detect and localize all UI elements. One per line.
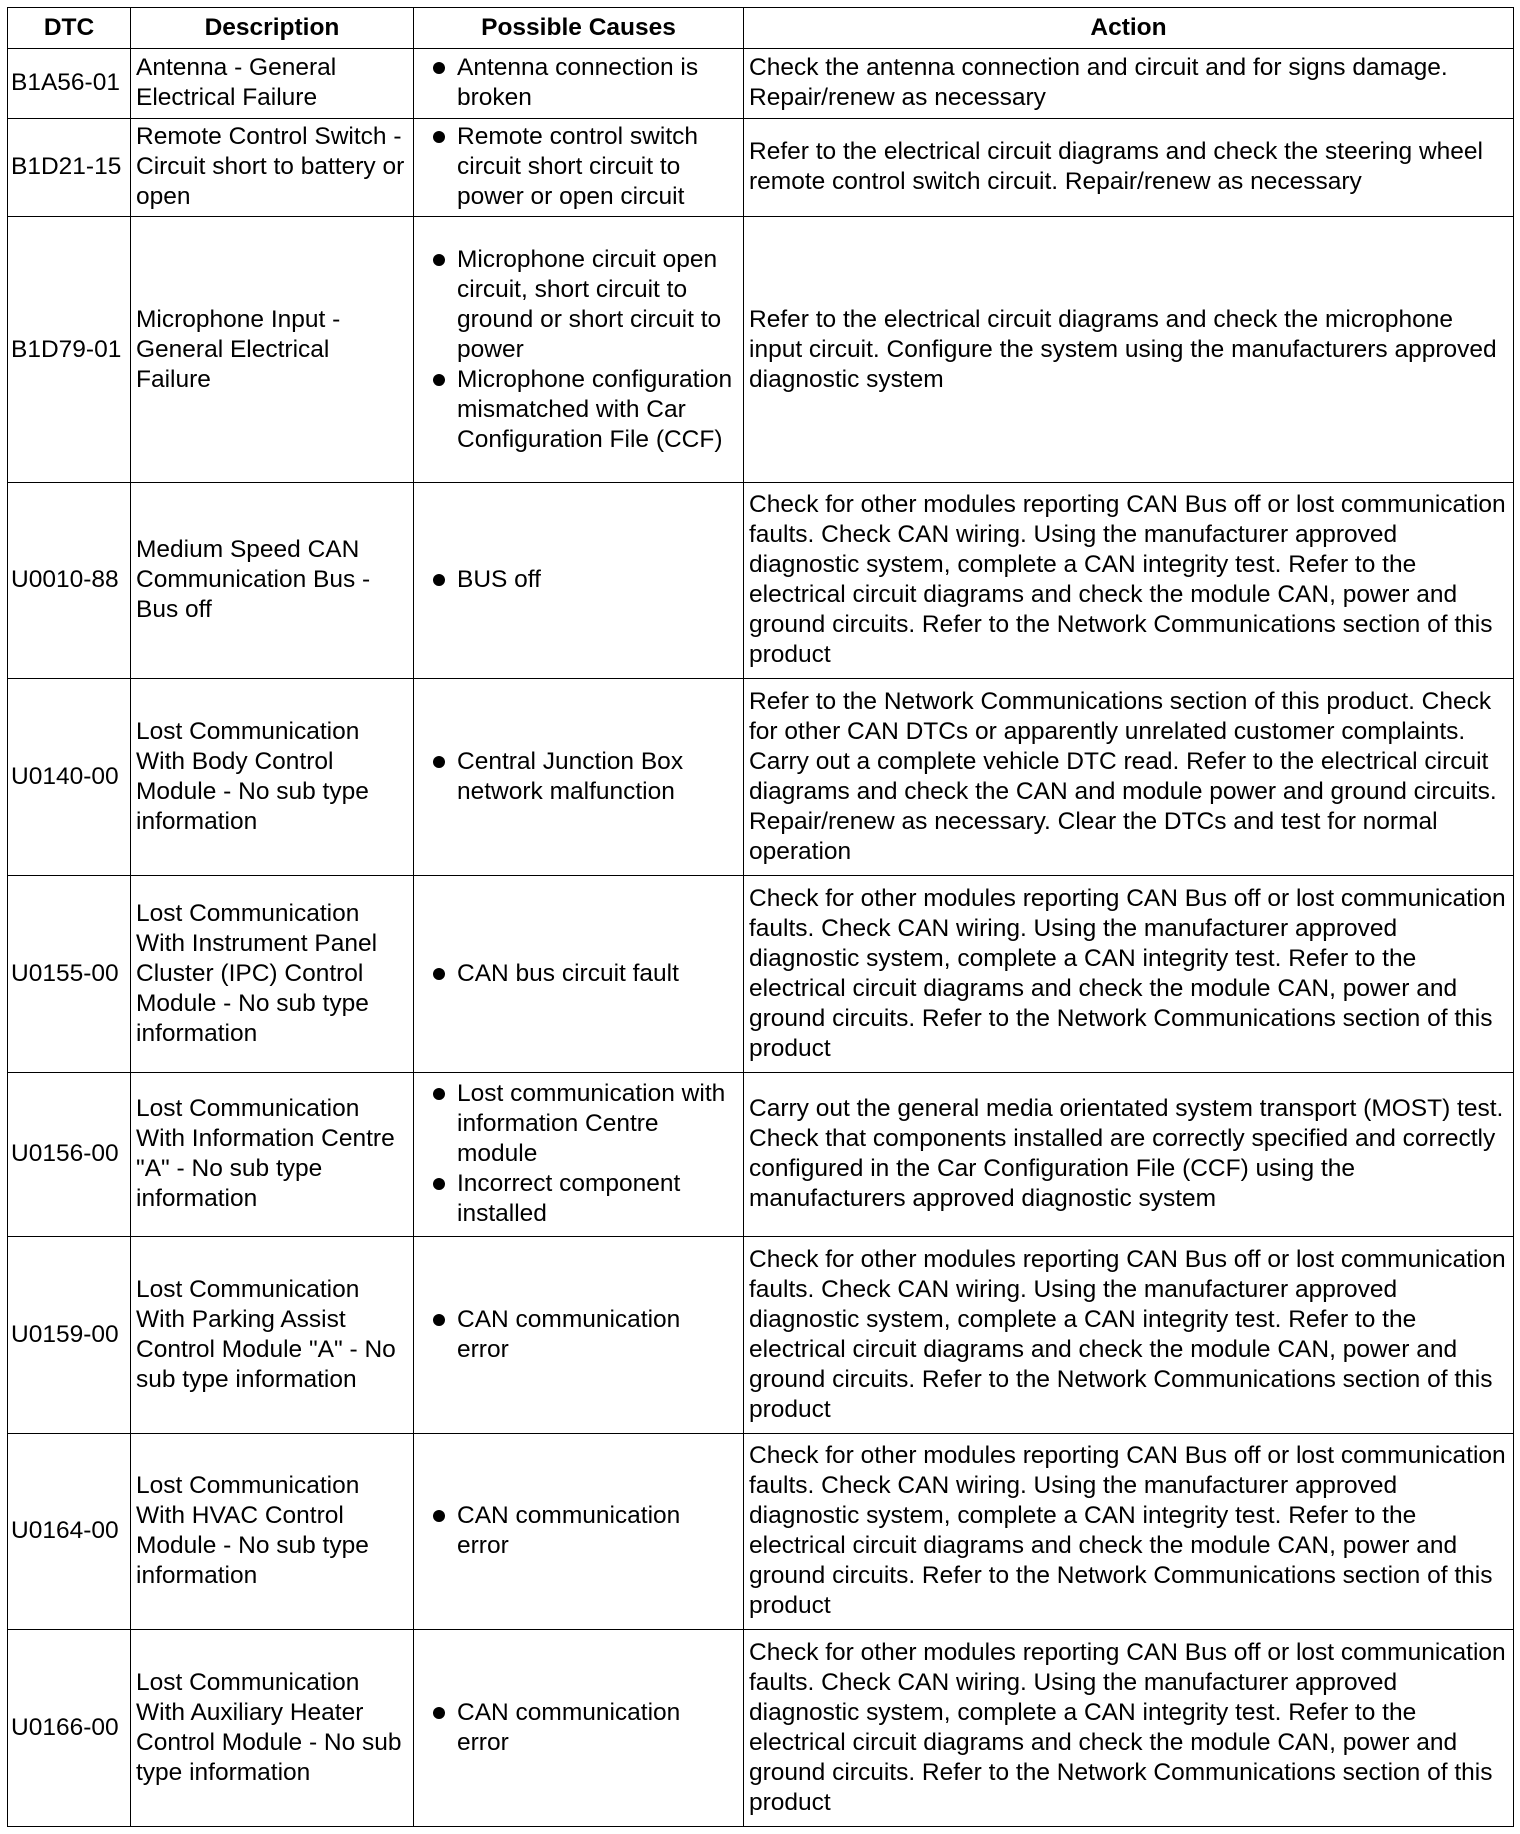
table-row	[8, 1236, 1514, 1433]
fault-description: Antenna - General Electrical Failure	[131, 49, 414, 119]
table-row	[8, 118, 1514, 217]
dtc-code: U0155-00	[8, 876, 131, 1073]
action-text: Check for other modules reporting CAN Bus off or lost communication faults. Check CAN wiring. Using the manufacturer approved diagnostic system, complete a CAN integrity test. Refer to the electrical circuit diagrams and check the module CAN, power and ground circuits. Refer to the Network Communications section of this product	[744, 1236, 1514, 1433]
cause-item: BUS off	[419, 565, 738, 595]
table-row	[8, 1433, 1514, 1630]
action-text: Refer to the Network Communications section of this product. Check for other CAN DTCs or apparently unrelated customer complaints. Carry out a complete vehicle DTC read. Refer to the electrical circuit diagrams and check the CAN and module power and ground circuits. Repair/renew as necessary. Clear the DTCs and test for normal operation	[744, 679, 1514, 876]
dtc-code: U0164-00	[8, 1433, 131, 1630]
fault-description: Lost Communication With Body Control Module - No sub type information	[131, 679, 414, 876]
dtc-code: U0156-00	[8, 1072, 131, 1236]
causes-list	[419, 565, 738, 595]
dtc-code: U0159-00	[8, 1236, 131, 1433]
dtc-code: U0010-88	[8, 482, 131, 679]
possible-causes	[414, 49, 744, 119]
table-row	[8, 679, 1514, 876]
header-row	[8, 8, 1514, 49]
possible-causes	[414, 679, 744, 876]
header-action: Action	[744, 8, 1514, 49]
cause-item: Incorrect component installed	[419, 1169, 738, 1229]
action-text: Check for other modules reporting CAN Bus off or lost communication faults. Check CAN wiring. Using the manufacturer approved diagnostic system, complete a CAN integrity test. Refer to the electrical circuit diagrams and check the module CAN, power and ground circuits. Refer to the Network Communications section of this product	[744, 1433, 1514, 1630]
action-text: Check for other modules reporting CAN Bus off or lost communication faults. Check CAN wiring. Using the manufacturer approved diagnostic system, complete a CAN integrity test. Refer to the electrical circuit diagrams and check the module CAN, power and ground circuits. Refer to the Network Communications section of this product	[744, 876, 1514, 1073]
cause-item: Microphone circuit open circuit, short circuit to ground or short circuit to power	[419, 245, 738, 365]
fault-description: Lost Communication With Instrument Panel Cluster (IPC) Control Module - No sub type information	[131, 876, 414, 1073]
header-description: Description	[131, 8, 414, 49]
possible-causes	[414, 1630, 744, 1827]
dtc-table	[7, 7, 1514, 1827]
cause-item: Remote control switch circuit short circuit to power or open circuit	[419, 122, 738, 212]
possible-causes	[414, 876, 744, 1073]
causes-list	[419, 1698, 738, 1758]
action-text: Refer to the electrical circuit diagrams and check the microphone input circuit. Configure the system using the manufacturers approved diagnostic system	[744, 217, 1514, 482]
fault-description: Medium Speed CAN Communication Bus - Bus off	[131, 482, 414, 679]
cause-item: Lost communication with information Centre module	[419, 1079, 738, 1169]
cause-item: CAN communication error	[419, 1305, 738, 1365]
dtc-table-body	[8, 49, 1514, 1827]
fault-description: Lost Communication With Auxiliary Heater Control Module - No sub type information	[131, 1630, 414, 1827]
dtc-code: B1D79-01	[8, 217, 131, 482]
fault-description: Lost Communication With HVAC Control Module - No sub type information	[131, 1433, 414, 1630]
possible-causes	[414, 1072, 744, 1236]
dtc-code: U0140-00	[8, 679, 131, 876]
table-row	[8, 217, 1514, 482]
possible-causes	[414, 118, 744, 217]
fault-description: Remote Control Switch - Circuit short to battery or open	[131, 118, 414, 217]
causes-list	[419, 245, 738, 455]
causes-list	[419, 1079, 738, 1229]
dtc-code: B1A56-01	[8, 49, 131, 119]
dtc-code: B1D21-15	[8, 118, 131, 217]
table-row	[8, 876, 1514, 1073]
cause-item: CAN bus circuit fault	[419, 959, 738, 989]
fault-description: Lost Communication With Information Centre "A" - No sub type information	[131, 1072, 414, 1236]
cause-item: Central Junction Box network malfunction	[419, 747, 738, 807]
dtc-code: U0166-00	[8, 1630, 131, 1827]
cause-item: CAN communication error	[419, 1698, 738, 1758]
header-possible-causes: Possible Causes	[414, 8, 744, 49]
table-row	[8, 482, 1514, 679]
causes-list	[419, 959, 738, 989]
fault-description: Lost Communication With Parking Assist Control Module "A" - No sub type information	[131, 1236, 414, 1433]
causes-list	[419, 122, 738, 212]
table-row	[8, 49, 1514, 119]
cause-item: CAN communication error	[419, 1501, 738, 1561]
table-row	[8, 1072, 1514, 1236]
action-text: Check for other modules reporting CAN Bus off or lost communication faults. Check CAN wiring. Using the manufacturer approved diagnostic system, complete a CAN integrity test. Refer to the electrical circuit diagrams and check the module CAN, power and ground circuits. Refer to the Network Communications section of this product	[744, 1630, 1514, 1827]
table-row	[8, 1630, 1514, 1827]
causes-list	[419, 1305, 738, 1365]
possible-causes	[414, 1236, 744, 1433]
causes-list	[419, 53, 738, 113]
causes-list	[419, 1501, 738, 1561]
action-text: Check the antenna connection and circuit and for signs damage. Repair/renew as necessary	[744, 49, 1514, 119]
fault-description: Microphone Input - General Electrical Failure	[131, 217, 414, 482]
causes-list	[419, 747, 738, 807]
possible-causes	[414, 1433, 744, 1630]
header-dtc: DTC	[8, 8, 131, 49]
action-text: Carry out the general media orientated system transport (MOST) test. Check that components installed are correctly specified and correctly configured in the Car Configuration File (CCF) using the manufacturers approved diagnostic system	[744, 1072, 1514, 1236]
action-text: Refer to the electrical circuit diagrams and check the steering wheel remote control switch circuit. Repair/renew as necessary	[744, 118, 1514, 217]
cause-item: Antenna connection is broken	[419, 53, 738, 113]
possible-causes	[414, 482, 744, 679]
cause-item: Microphone configuration mismatched with Car Configuration File (CCF)	[419, 365, 738, 455]
possible-causes	[414, 217, 744, 482]
action-text: Check for other modules reporting CAN Bus off or lost communication faults. Check CAN wiring. Using the manufacturer approved diagnostic system, complete a CAN integrity test. Refer to the electrical circuit diagrams and check the module CAN, power and ground circuits. Refer to the Network Communications section of this product	[744, 482, 1514, 679]
